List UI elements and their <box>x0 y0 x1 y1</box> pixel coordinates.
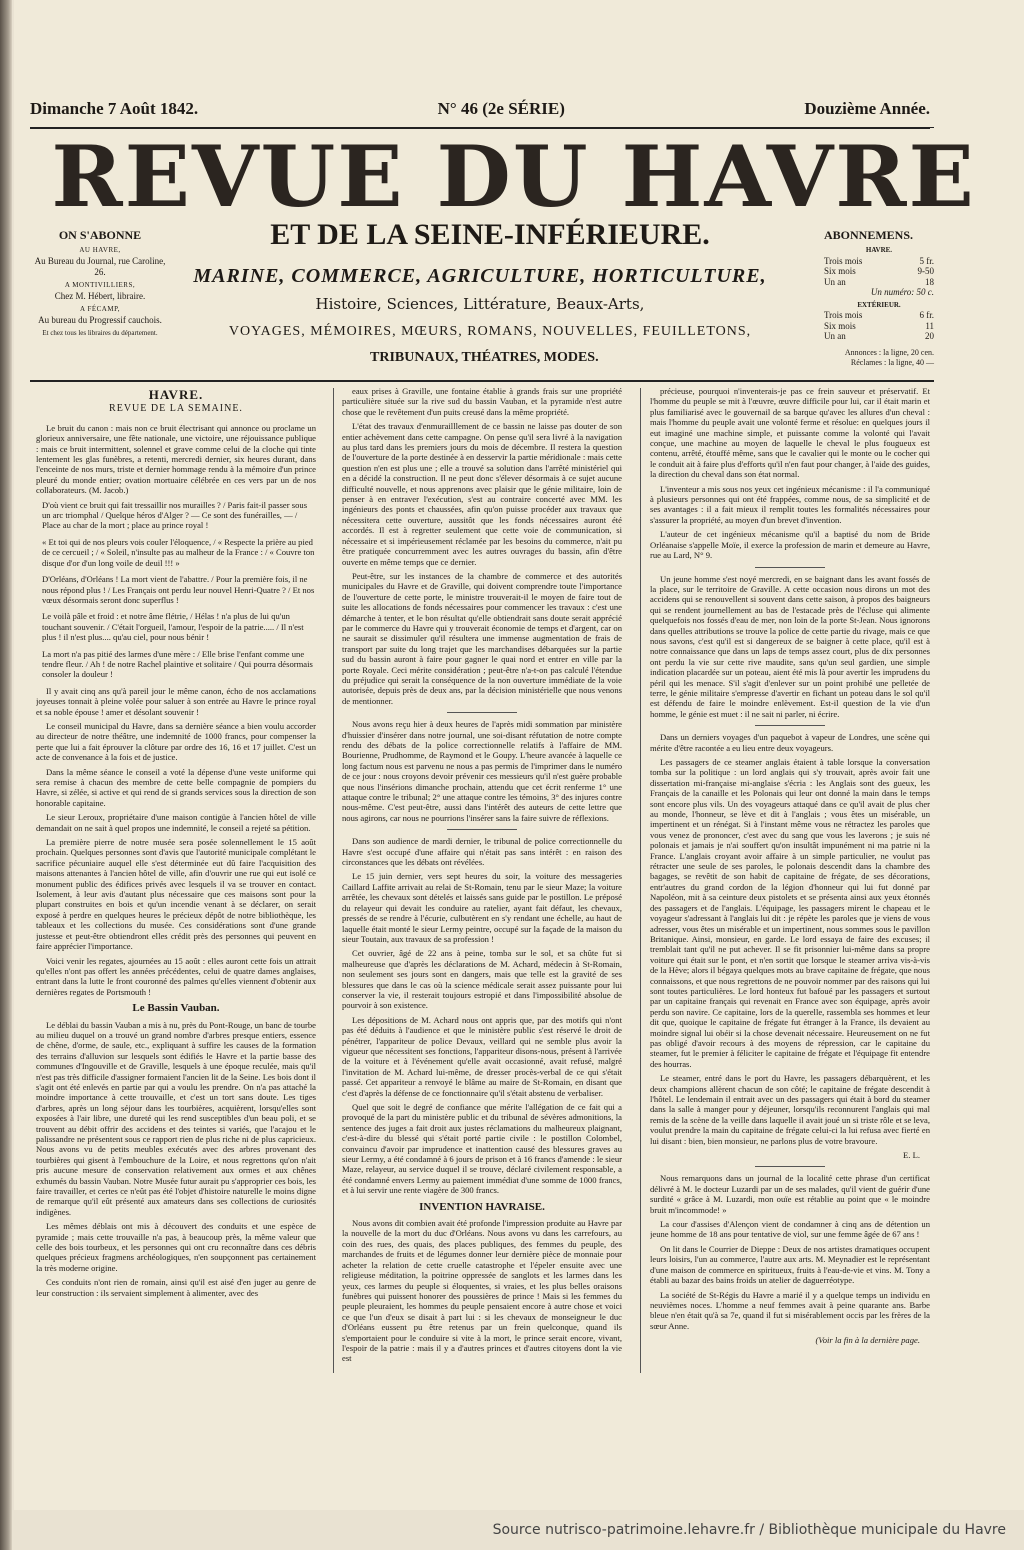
fecamp-label: A FÉCAMP, <box>80 305 120 313</box>
article-heading-invention: INVENTION HAVRAISE. <box>419 1200 545 1213</box>
poem-stanza: La mort n'a pas pitié des larmes d'une mère : / Elle brise l'enfant comme une tendre fleur. / Ah ! de notre Rachel plaintive et solitaire / Qui pourra désormais consoler la douleur ! <box>42 648 313 680</box>
masthead-bottom-rule <box>30 380 934 384</box>
article-paragraph: Il y avait cinq ans qu'à pareil jour le même canon, écho de nos acclamations joyeuses tonnait à pleine volée pour saluer à son entrée au Havre le prince royal et sa noble épouse ! amer et désolant souvenir ! <box>36 685 316 717</box>
article-paragraph: précieuse, pourquoi n'inventerais-je pas ce frein sauveur et préservatif. Et l'homme du peuple se mit à l'œuvre, œuvre difficile pour lui, car il était marin et plus familiarisé avec le gouvernail de sa barque qu'avec les allures d'un cheval : mais l'homme du peuple avait une volonté ferme et résolue: en quelques jours il eut imaginé une machine simple, et puissante comme la volonté qui l'avait conçue, une machine au moyen de laquelle le cheval le plus fougueux est contenu, arrêté, étouffé même, sans que le cavalier qui le monte ou le cocher qui le conduit ait à faire plus d'efforts qu'il n'en faut pour changer, à l'aide des guides, la direction du cheval dans son état normal. <box>650 386 930 480</box>
newspaper-subtitle: ET DE LA SEINE-INFÉRIEURE. <box>270 218 710 251</box>
article-paragraph: Nous avons reçu hier à deux heures de l'après midi sommation par ministère d'huissier d'insérer dans notre journal, une soi-disant réfutation de notre compte rendu des débats de la police correctionnelle relatifs à l'affaire de MM. Bourienne, Prudhomme, de Raymond et le Goupy. L'heure avancée à laquelle ce long factum nous est parvenu ne nous a pas permis de l'imprimer dans le numéro de ce jour : nous croyons devoir prévenir ces messieurs qu'il n'est guère probable que nous l'insérions dimanche prochain, attendu que cet écrit renferme 1° une attaque contre le tribunal; 2° une attaque contre les témoins, 3° des injures contre nous-même. C'est peut-être, aussi dans l'intérêt des auteurs de cette lettre que nous agirons, car nous ne pourrions l'insérer sans la faire suivre de réflexions. <box>342 719 622 823</box>
poem-stanza: « Et toi qui de nos pleurs vois couler l'éloquence, / « Respecte la prière au pied de ce cercueil ; / « Soleil, n'insulte pas au malheur de la France : / « Couvre ton disque d'or d'un long voile de deuil !!! » <box>42 536 315 568</box>
single-issue-price: Un numéro: 50 c. <box>870 287 934 297</box>
article-paragraph: Le sieur Leroux, propriétaire d'une maison contigüe à l'ancien hôtel de ville demandait on ne sait à quel propos une indemnité, le conseil a rejeté sa pétition. <box>36 812 316 833</box>
topics-line-1: MARINE, COMMERCE, AGRICULTURE, HORTICULTURE, <box>193 265 767 287</box>
column-1 <box>36 386 316 1386</box>
fecamp-address: Au bureau du Progressif cauchois. <box>38 315 162 325</box>
article-paragraph: Cet ouvrier, âgé de 22 ans à peine, tomba sur le sol, et sa chûte fut si malheureuse que d'après les déclarations de M. Achard, médecin à St-Romain, non seulement ses jours sont en dangers, mais que telle est la gravité de ses blessures que dans le cas où la science médicale serait assez puissante pour lui conserver la vie, il resterait toujours estropié et dans l'impossibilité absolue de pourvoir à son existence. <box>342 948 622 1011</box>
rate-row: Six mois 11 <box>824 320 934 331</box>
article-paragraph: Nous avons dit combien avait été profonde l'impression produite au Havre par la nouvelle de la mort du duc d'Orléans. Nous avons vu dans les carrefours, au coin des rues, des quais, des places publiques, des femmes du peuple, des marchandes de fruits et de légumes donner leur dernière pièce de monnaie pour acheter la relation de cette cruelle catastrophe et l'épeler ensuite avec une religieuse méditation, la poitrine oppressée de sanglots et les larmes dans les yeux, ces larmes du peuple si éloquentes, si vraies, et les plus belles oraisons funèbres qui puissent honorer des poussières de prince ! Mais si les femmes du peuple pleuraient, les hommes du peuple pensaient encore à autre chose et voici ce que l'un d'eux se disait à part lui : si les chevaux de monseigneur le duc d'Orléans eussent pu être retenus par un frein quelconque, quand ils s'emportaient pour le conduire si vite à la mort, le prince serait encore, vivant, l'espoir de la patrie : mais il y a d'autres princes et d'autres citoyens dont la vie est <box>342 1218 622 1364</box>
article-paragraph: La société de St-Régis du Havre a marié il y a quelque temps un individu en neuvièmes noces. L'homme a neuf femmes avait à peine quarante ans. Barbe bleue n'en était qu'à sa 7e, quand il fut si misérablement occis par les frères de la sœur Anne. <box>650 1289 930 1331</box>
column-divider <box>333 388 334 1373</box>
montivilliers-label: A MONTIVILLIERS, <box>64 281 136 289</box>
article-paragraph: eaux prises à Graville, une fontaine établie à grands frais sur une propriété particulière située sur la rive sud du bassin Vauban, et la pyramide n'est autre chose que le revêtement d'un puits creusé dans la même propriété. <box>342 386 622 417</box>
article-paragraph: Les passagers de ce steamer anglais étaient à table lorsque la conversation tomba sur la politique : un lord anglais qui s'y trouvait, après avoir fait une dissertation mi-française mi-anglaise s'écria : les Anglais sont des gueux, les Français de la canaille et les Polonais qui leur ont donné la main dans le temps sont encore plus vils. Un des voyageurs attaqué dans ce qu'il avait de plus cher au monde, l'honneur, se lève et dit à l'anglais ; vous êtes un misérable, un impertinent et un rénégat. Si à l'instant même vous ne rétractez les paroles que vous venez de prononcer, c'est avec du sang que vous les laverons ; je suis né polonais et jamais je n'ai souffert qu'on insultât impunément ni ma patrie ni la France. L'anglais croyant avoir affaire à un simple particulier, ne voulut pas rétracter une seule de ses paroles, le polonais descendit dans la chambre des bagages, se revêtit de son habit de capitaine de frégate, de ses décorations, entr'autres du grand cordon de la légion d'honneur qui lui fut donné par Napoléon, mit à sa ceinture deux pistolets et se présenta ainsi aux yeux étonnés des passagers et de l'anglais. L'équipage, les passagers mirent le chapeau et le voyageur s'adressant à l'anglais lui dit : je répète les paroles que je viens de vous adresser, vous êtes un misérable et un impertinent, nous sommes sous le pavillon Britanique. Ainsi, monsieur, en garde. Le lord essaya de faire des excuses; il tremblait tant qu'il ne put achever. Il se fit prisonnier lui-même dans sa propre voiture qui était sur le pont, et n'en sortit que lorsque le steamer arriva vis-à-vis de la Hève; alors il bégaya quelques mots au brave capitaine de frégate, que nous connaissons, et que nous regrettons de ne pouvoir nommer par des raisons qui lui sont toutes particulières. Le lord honteux fut bafoué par les passagers et surtout par un capitaine français qui revenait en France avec son équipage, après avoir perdu son navire. Ce capitaine, lors de la querelle, rassembla ses hommes et leur dit que, quoique le capitaine de frégate fut étranger à la France, ils devaient au moindre signal lui obéir si la chose devenait nécessaire. Heureusement on ne fut pas obligé d'avoir recours à des moyens de répression, car le capitaine du steamer, fut le premier à féliciter le capitaine de frégate et l'équipage fit entendre des hourras. <box>650 757 930 1069</box>
rate-row: Trois mois 5 fr. <box>824 255 934 266</box>
article-paragraph: Voici venir les regates, ajournées au 15 août : elles auront cette fois un attrait qu'elles n'ont pas offert les années précédentes, celui de quatre dames anglaises, entrant dans la lutte le front couronné des palmes qu'elles viennent d'obtenir aux dernières regates de Portsmouth ! <box>36 955 316 997</box>
issue-number: N° 46 (2e SÉRIE) <box>437 99 565 118</box>
column-3 <box>650 386 930 1386</box>
article-paragraph: L'auteur de cet ingénieux mécanisme qu'il a baptisé du nom de Bride Orléanaise s'appelle Moïe, il exerce la profession de marin et demeure au Havre, rue au Lard, N° 9. <box>650 529 930 561</box>
column-divider <box>640 388 641 1373</box>
section-subheading-revue: REVUE DE LA SEMAINE. <box>109 403 243 415</box>
article-paragraph: Quel que soit le degré de confiance que mérite l'allégation de ce fait qui a provoqué de la part du ministère public et du tribunal de sévères admonitions, la sentence des juges a fait droit aux justes réclamations du malheureux plaignant, c'est-à-dire du blessé qui s'était porté partie civile : le postillon Colombel, convaincu d'avoir par imprudence et inattention causé des blessures graves au sieur Lermy, a été condamné à 6 jours de prison et à 16 francs d'amende : le sieur Maze, relayeur, au service duquel il se trouve, déclaré civilement responsable, a été condamné envers Lermy au paiement immédiat d'une somme de 1000 francs, et à lui servir une rente viagère de 300 francs. <box>342 1102 622 1196</box>
masthead-dateline <box>30 95 930 129</box>
havre-label: AU HAVRE, <box>79 246 121 254</box>
rate-row: Un an 18 <box>824 276 934 287</box>
separator <box>755 567 825 568</box>
article-paragraph: Le conseil municipal du Havre, dans sa dernière séance a bien voulu accorder au directeur de notre théâtre, une indemnité de 1000 francs, pour compenser la perte que lui a fait éprouver la clôture par ordre des 16, 16 et 17 juillet. C'est un acte de convenance à la fois et de justice. <box>36 720 316 763</box>
separator <box>755 1166 825 1167</box>
rate-row: Trois mois 6 fr. <box>824 310 934 320</box>
rates-ext-label: EXTÉRIEUR. <box>857 300 901 309</box>
article-paragraph: L'inventeur a mis sous nos yeux cet ingénieux mécanisme : il l'a communiqué à plusieurs personnes qui ont été frappées, comme nous, de sa simplicité et de ses avantages : il a fait mieux il remplit toutes les formalités nécessaires pour s'assurer la propriété, au moyen d'un brevet d'invention. <box>650 483 930 525</box>
article-paragraph: La cour d'assises d'Alençon vient de condamner à cinq ans de détention un jeune homme de 18 ans pour tentative de viol, sur une femme âgée de 67 ans ! <box>650 1219 930 1240</box>
reclames-rate: Réclames : la ligne, 40 — <box>850 358 934 367</box>
poem-stanza: D'où vient ce bruit qui fait tressaillir nos murailles ? / Paris fait-il passer sous un arc triomphal / Quelque héros d'Alger ? — Ce sont des funérailles, — / Place au char de la mort ; place au prince royal ! <box>42 499 308 531</box>
poem-stanza: Le voilà pâle et froid : et notre âme flétrie, / Hélas ! n'a plus de lui qu'un touchant souvenir. / C'était l'orgueil, l'amour, l'espoir de la patrie..... / Il n'est plus ! il n'est plus.... qu'au ciel, pour nous bénir ! <box>42 611 304 643</box>
article-paragraph: Les mêmes déblais ont mis à découvert des conduits et une espèce de pyramide ; mais cette trouvaille n'a pas, à beaucoup près, la même valeur que celle des bois tourbeux, et les personnes qui ont cru reconnaître dans ces débris quelques précieux fragmens archéologiques, n'en soupçonnent pas certainement la très moderne origine. <box>36 1221 316 1273</box>
separator <box>447 712 517 713</box>
article-paragraph: On lit dans le Courrier de Dieppe : Deux de nos artistes dramatiques occupent leurs loisirs, l'un au commerce, l'autre aux arts. M. Meynadier est le représentant d'une maison de commerce en spiritueux, fruits à l'eau-de-vie et vins. M. Tony a établi au bazar des bains froids un atelier de daguerréotype. <box>650 1243 930 1286</box>
separator <box>755 725 825 726</box>
source-credit: Source nutrisco-patrimoine.lehavre.fr / Bibliothèque municipale du Havre <box>492 1522 1006 1538</box>
annonces-rate: Annonces : la ligne, 20 cen. <box>844 347 934 357</box>
other-booksellers: Et chez tous les libraires du département. <box>42 329 158 337</box>
subscription-rates <box>824 228 934 369</box>
issue-year: Douzième Année. <box>804 99 930 118</box>
poem-stanza: D'Orléans, d'Orléans ! La mort vient de l'abattre. / Pour la première fois, il ne nous répond plus ! / Les Français ont perdu leur nouvel Henri-Quatre ? / Et nos vœux désormais seront donc superflus ! <box>42 574 315 605</box>
article-paragraph: L'état des travaux d'enmurailllement de ce bassin ne laisse pas douter de son entier achèvement dans cette campagne. On pense qu'il sera livré à la navigation au plus tard dans les premiers jours du mois de décembre. Il restera la question de l'ouverture de la porte destinée à en desservir la partie méridionale : mais cette question n'en est plus une ; elle a trouvé sa solution dans l'arrêté ministériel qui en a décidé la construction. Il ne peut donc s'élever désormais à ce sujet aucune difficulté nouvelle, et nous apprenons avec plaisir que le génie militaire, loin de penser à en entraver l'exécution, s'est au contraire concerté avec MM. les ingénieurs des ponts et chaussées, afin qu'on puisse procéder aux travaux que nécessitera cette ouverture, aussitôt que les fonds nécessaires auront été accordés. Il est à regretter seulement que cette voie de communication, si nécessaire et si impérieusement réclamée par les besoins du commerce, n'ait pu être pratiquée concurremment avec les autres ouvrages du bassin, afin d'être ouverte en même temps que ce dernier. <box>342 421 622 567</box>
author-signature: E. L. <box>903 1150 920 1161</box>
article-paragraph: Le steamer, entré dans le port du Havre, les passagers débarquèrent, et les deux champions allèrent chacun de son côté; le capitaine de frégate descendit à l'hôtel. Le lendemain il entrait avec un des passagers qui était à bord du steamer dans la salle à manger pour y déjeuner, lorsqu'ils reconnurent l'anglais qui mal remis de la scène de la veille dans laquelle il avait joué un si triste rôle et se leva, voulut prendre la main du capitaine de frégate celui-ci la lui refusa avec fierté en lui disant : bien, bien monsieur, ne parlons plus de votre bravoure. <box>650 1073 930 1146</box>
article-paragraph: Ces conduits n'ont rien de romain, ainsi qu'il est aisé d'en juger au genre de leur construction : ils servaient simplement à alimenter, avec des <box>36 1277 316 1298</box>
subscription-locations <box>30 228 170 338</box>
article-paragraph: Dans un derniers voyages d'un paquebot à vapeur de Londres, une scène qui mérite d'être racontée a eu lieu entre deux voyageurs. <box>650 732 930 753</box>
separator <box>447 829 517 830</box>
article-paragraph: Nous remarquons dans un journal de la localité cette phrase d'un certificat délivré à M. le docteur Luzardi par un de ses malades, qu'il vient de guérir d'une surdité « grâce à M. Luzardi, mon ouïe est rétablie au point que « le moindre bruit m'incommode! » <box>650 1173 930 1215</box>
rates-heading: ABONNEMENS. <box>824 228 914 242</box>
article-paragraph: Le bruit du canon : mais non ce bruit électrisant qui annonce ou proclame un glorieux anniversaire, une fête nationale, une victoire, une réjouissance publique : mais ce bruit intermittent, solennel et grave comme celui de la cloche qui tinte lentement les glas funèbres, a retenti, mercredi dernier, six heures durant, dans l'enceinte de nos murs, triste et dernier hommage rendu à la mémoire d'un prince pleuré du monde entier; ovation mortuaire célébrée en ces vers par un de nos collaborateurs. (M. Jacob.) <box>36 422 316 496</box>
topics-line-4: TRIBUNAUX, THÉATRES, MODES. <box>370 350 599 365</box>
book-binding-edge <box>0 0 12 1550</box>
article-paragraph: Peut-être, sur les instances de la chambre de commerce et des autorités municipales du Havre et de Graville, qui doivent comprendre toute l'importance de l'ouverture de cette porte, le ministre trouverait-il le moyen de faire tout de suite les allocations de fonds nécessaires pour commencer les travaux : c'est une démarche à tenter, et le bon résultat qu'elle obtiendrait sans doute serait apprécié par le commerce du Havre qui y trouverait économie de temps et d'argent, car on ne saurait se dissimuler qu'il résultera une immense augmentation de frais de transport par suite du long trajet que les marchandises débarquées sur la partie sud du bassin auront à faire pour gagner le quai nord et entrer en ville par la porte Royale. Ceci mérite considération ; peut-être n'a-t-on pas calculé l'étendue du préjudice qui serait la conséquence de la non ouverture immédiate de la voie autorisée, depuis près de deux ans, par la décision ministérielle que nous venons de mentionner. <box>342 570 622 706</box>
article-paragraph: Le 15 juin dernier, vers sept heures du soir, la voiture des messageries Caillard Laffite arrivait au relai de St-Romain, tenu par le sieur Maze; la voiture arrêtée, les chevaux sont dételés et laissés sans guide par le postillon. Le préposé du relayeur qui devait les conduire au ratelier, ayant fait défaut, les chevaux, pressés de se rendre à l'écurie, culbutèrent en s'y rendant une échelle, au haut de laquelle était monté le sieur Lermy peintre, occupé sur la façade de la maison du sieur Toutain, aux travaux de sa profession ! <box>342 871 622 944</box>
newspaper-title: REVUE DU HAVRE <box>51 127 976 226</box>
section-heading-havre: HAVRE. <box>148 387 204 402</box>
topics-line-2: Histoire, Sciences, Littérature, Beaux-Arts, <box>315 295 645 313</box>
article-paragraph: Dans son audience de mardi dernier, le tribunal de police correctionnelle du Havre s'est occupé d'une affaire qui n'était pas sans intérêt : en raison des circonstances que les débats ont révélées. <box>342 836 622 868</box>
article-paragraph: Dans la même séance le conseil a voté la dépense d'une veste uniforme qui sera remise à chacun des membre de cette belle compagnie de pompiers du Havre, si zélée, si active et qui rend de si grands services sous la direction de son honorable capitaine. <box>36 766 316 808</box>
havre-address: Au Bureau du Journal, rue Caroline, 26. <box>34 256 166 277</box>
rate-row: Un an 20 <box>824 331 934 341</box>
rates-havre-label: HAVRE. <box>865 246 893 254</box>
montivilliers-address: Chez M. Hébert, libraire. <box>54 291 146 301</box>
issue-date: Dimanche 7 Août 1842. <box>30 99 199 118</box>
column-2 <box>342 386 622 1386</box>
article-paragraph: Le déblai du bassin Vauban a mis à nu, près du Pont-Rouge, un banc de tourbe au milieu duquel on a trouvé un grand nombre d'arbres presque entiers, essence de chêne, d'orme, de saule, etc., expliquant à suffire les causes de la formation des terrains d'alluvion sur lesquels sont édifiés le Havre et la partie basse des communes d'Ingouville et de Graville, lesquels à une époque reculée, mais qu'il n'est pas très difficile d'assigner formaient l'ancien lit de la Seine. Les bois dont il s'agit ont été enlevés en partie par qui a voulu les prendre. On n'a pas attaché la moindre importance à cette trouvaille, et c'est un tort sans doute. Les tiges d'arbres, après un long séjour dans les tourbières, acquièrent, lorsqu'elles sont exposées à l'air libre, une dureté qui les rend susceptibles d'un beau poli, et se trouvent au débit offrir des accidens et des teintes si variés, que l'acajou et le palissandre ne présentent sous ce rapport rien de plus riche ni de plus capricieux. Nous avons vu de petits meubles exécutés avec des arbres provenant des tourbières qui gisent à l'embouchure de la Loire, et nous regrettons qu'on n'ait pris aucune mesure de conservation relativement aux ormes et aux chênes exhumés du bassin Vauban. Notre Musée futur aurait pu s'approprier ces bois, les faire travailler, et certes ce n'eût pas été l'objet d'histoire naturelle le moins digne de remarque qu'il eût présenté aux amateurs dans ses collections de curiosités indigènes. <box>36 1019 316 1217</box>
article-heading-bassin: Le Bassin Vauban. <box>132 1002 220 1015</box>
topics-line-3: VOYAGES, MÉMOIRES, MŒURS, ROMANS, NOUVELLES, FEUILLETONS, <box>228 324 752 339</box>
continued-note: (Voir la fin à la dernière page. <box>815 1335 920 1346</box>
article-paragraph: Les dépositions de M. Achard nous ont appris que, par des motifs qui n'ont pas été déduits à l'audience et que le ministère public s'est réservé le droit de pénétrer, l'appariteur de police Devaux, veillard qui ne semble plus avoir la vigueur que nécessitent ses fonctions, l'appariteur disons-nous, présent à l'arrivée de la voiture et à l'événement qu'elle avait occasionné, avait refusé, malgré l'invitation de M. Achard lui-même, de dresser procès-verbal de ce qui s'était passé. Cet appariteur a renvoyé le blâme au maire de St-Romain, en disant que c'est d'après la défense de ce fonctionnaire qu'il s'était abstenu de verbaliser. <box>342 1014 622 1098</box>
article-paragraph: La première pierre de notre musée sera posée solennellement le 15 août prochain. Quelques personnes sont d'avis que l'autorité municipale complétant le sacrifice pécuniaire auquel elle s'est déterminée eut dû faire l'acquisition des maisons attenantes à l'ancien hôtel de ville, afin d'ouvrir une rue qui eut isolé ce monument public des édifices privés avec lesquels il va se trouver en contact. Isolement, à leur avis d'autant plus nécessaire que ces maisons sont pour la plupart construites en bois et qu'un incendie venant à se déclarer, on serait exposé à perdre en quelques heures le précieux dépôt de notre bibliothèque, les tableaux et les collections du musée. Ces considérations sont d'une grande justesse et peut-être obtiendront elles crédit près des personnes qui peuvent en faire apprécier l'importance. <box>36 837 316 952</box>
article-paragraph: Un jeune homme s'est noyé mercredi, en se baignant dans les avant fossés de la place, sur le territoire de Graville. A cette occasion nous dirons un mot des accidens qui se renouvellent si souvent dans cette saison, à propos des baigneurs qui se rendent journellement au bas de l'estacade près de l'écluse qui alimente quelquefois nos fossés d'eau de mer, non loin de la porte St-Jean. Nous ignorons dans quelles attributions se trouve la police de cette partie du rivage, mais ce que nous savons, c'est qu'il est si dangereux de se baigner à cette place, qu'il est à notre connaissance que dans un laps de temps assez court, plus de dix personnes ont perdu la vie sur cette rive maudite, sans qu'un seul gardien, une simple indication placardée sur un poteau, aient été mis là pour avertir les imprudens du péril qui les menace. S'il s'agit d'enlever sur un point prohibé une pelletée de terre, le génie militaire s'empresse d'avertir en fichant un poteau dans le sol qu'il est défendu de faire le moindre enlèvement. Est-il question de la vie d'un homme, le génie est muet : il ne sait ni parler, ni écrire. <box>650 573 930 719</box>
rate-row: Six mois 9-50 <box>824 266 934 276</box>
subscribe-heading: ON S'ABONNE <box>58 228 142 242</box>
